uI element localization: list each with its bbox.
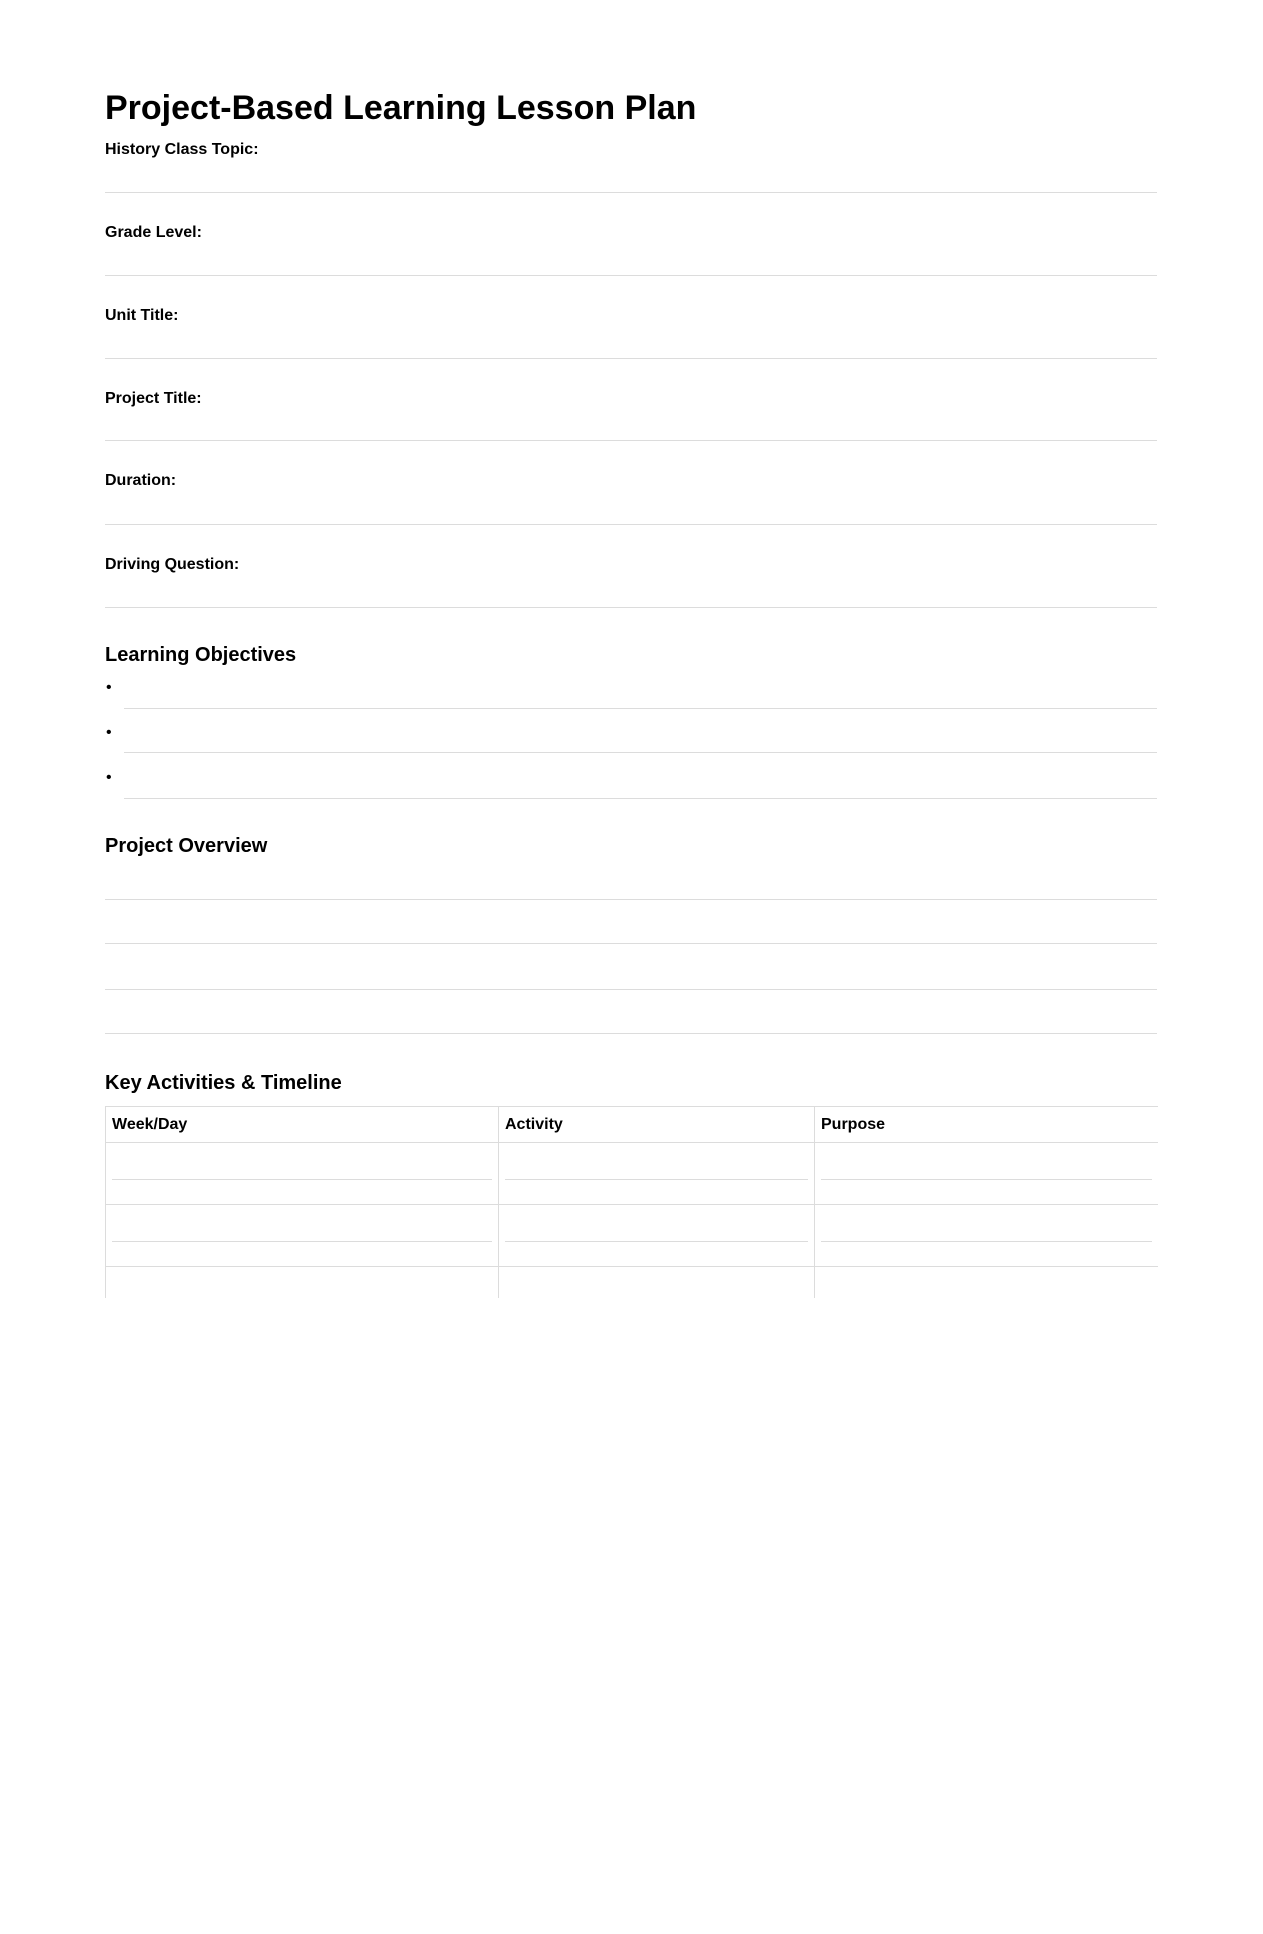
field-label-grade-level: Grade Level: — [105, 224, 202, 241]
cell-purpose[interactable] — [815, 1267, 1159, 1299]
table-row — [106, 1267, 1159, 1299]
cell-activity[interactable] — [499, 1143, 815, 1205]
cell-line — [505, 1241, 808, 1242]
objective-input[interactable] — [124, 708, 1157, 709]
cell-line — [821, 1179, 1152, 1180]
column-header-week-day: Week/Day — [106, 1107, 499, 1143]
field-input-unit-title[interactable] — [105, 358, 1157, 359]
cell-activity[interactable] — [499, 1205, 815, 1267]
field-input-duration[interactable] — [105, 524, 1157, 525]
bullet-icon: • — [106, 724, 112, 741]
column-header-purpose: Purpose — [815, 1107, 1159, 1143]
overview-line[interactable] — [105, 943, 1157, 944]
field-input-driving-question[interactable] — [105, 607, 1157, 608]
cell-line — [112, 1179, 492, 1180]
objective-input[interactable] — [124, 798, 1157, 799]
overview-line[interactable] — [105, 899, 1157, 900]
column-header-activity: Activity — [499, 1107, 815, 1143]
bullet-icon: • — [106, 679, 112, 696]
cell-line — [821, 1241, 1152, 1242]
cell-week-day[interactable] — [106, 1205, 499, 1267]
activities-heading: Key Activities & Timeline — [105, 1072, 342, 1094]
field-label-driving-question: Driving Question: — [105, 556, 240, 573]
activities-table — [105, 1106, 1158, 1298]
table-row — [106, 1205, 1159, 1267]
learning-objectives-heading: Learning Objectives — [105, 644, 297, 666]
project-overview-heading: Project Overview — [105, 835, 268, 857]
cell-purpose[interactable] — [815, 1143, 1159, 1205]
field-label-duration: Duration: — [105, 472, 177, 489]
overview-line[interactable] — [105, 989, 1157, 990]
cell-purpose[interactable] — [815, 1205, 1159, 1267]
field-label-project-title: Project Title: — [105, 390, 202, 407]
overview-line[interactable] — [105, 1033, 1157, 1034]
table-row — [106, 1143, 1159, 1205]
cell-week-day[interactable] — [106, 1143, 499, 1205]
page-title: Project-Based Learning Lesson Plan — [105, 89, 697, 127]
field-label-unit-title: Unit Title: — [105, 307, 179, 324]
objective-input[interactable] — [124, 752, 1157, 753]
cell-activity[interactable] — [499, 1267, 815, 1299]
field-input-history-class-topic[interactable] — [105, 192, 1157, 193]
field-input-grade-level[interactable] — [105, 275, 1157, 276]
table-header-row — [106, 1107, 1159, 1143]
bullet-icon: • — [106, 769, 112, 786]
cell-line — [505, 1179, 808, 1180]
cell-line — [112, 1241, 492, 1242]
field-label-history-class-topic: History Class Topic: — [105, 141, 259, 158]
field-input-project-title[interactable] — [105, 440, 1157, 441]
cell-week-day[interactable] — [106, 1267, 499, 1299]
